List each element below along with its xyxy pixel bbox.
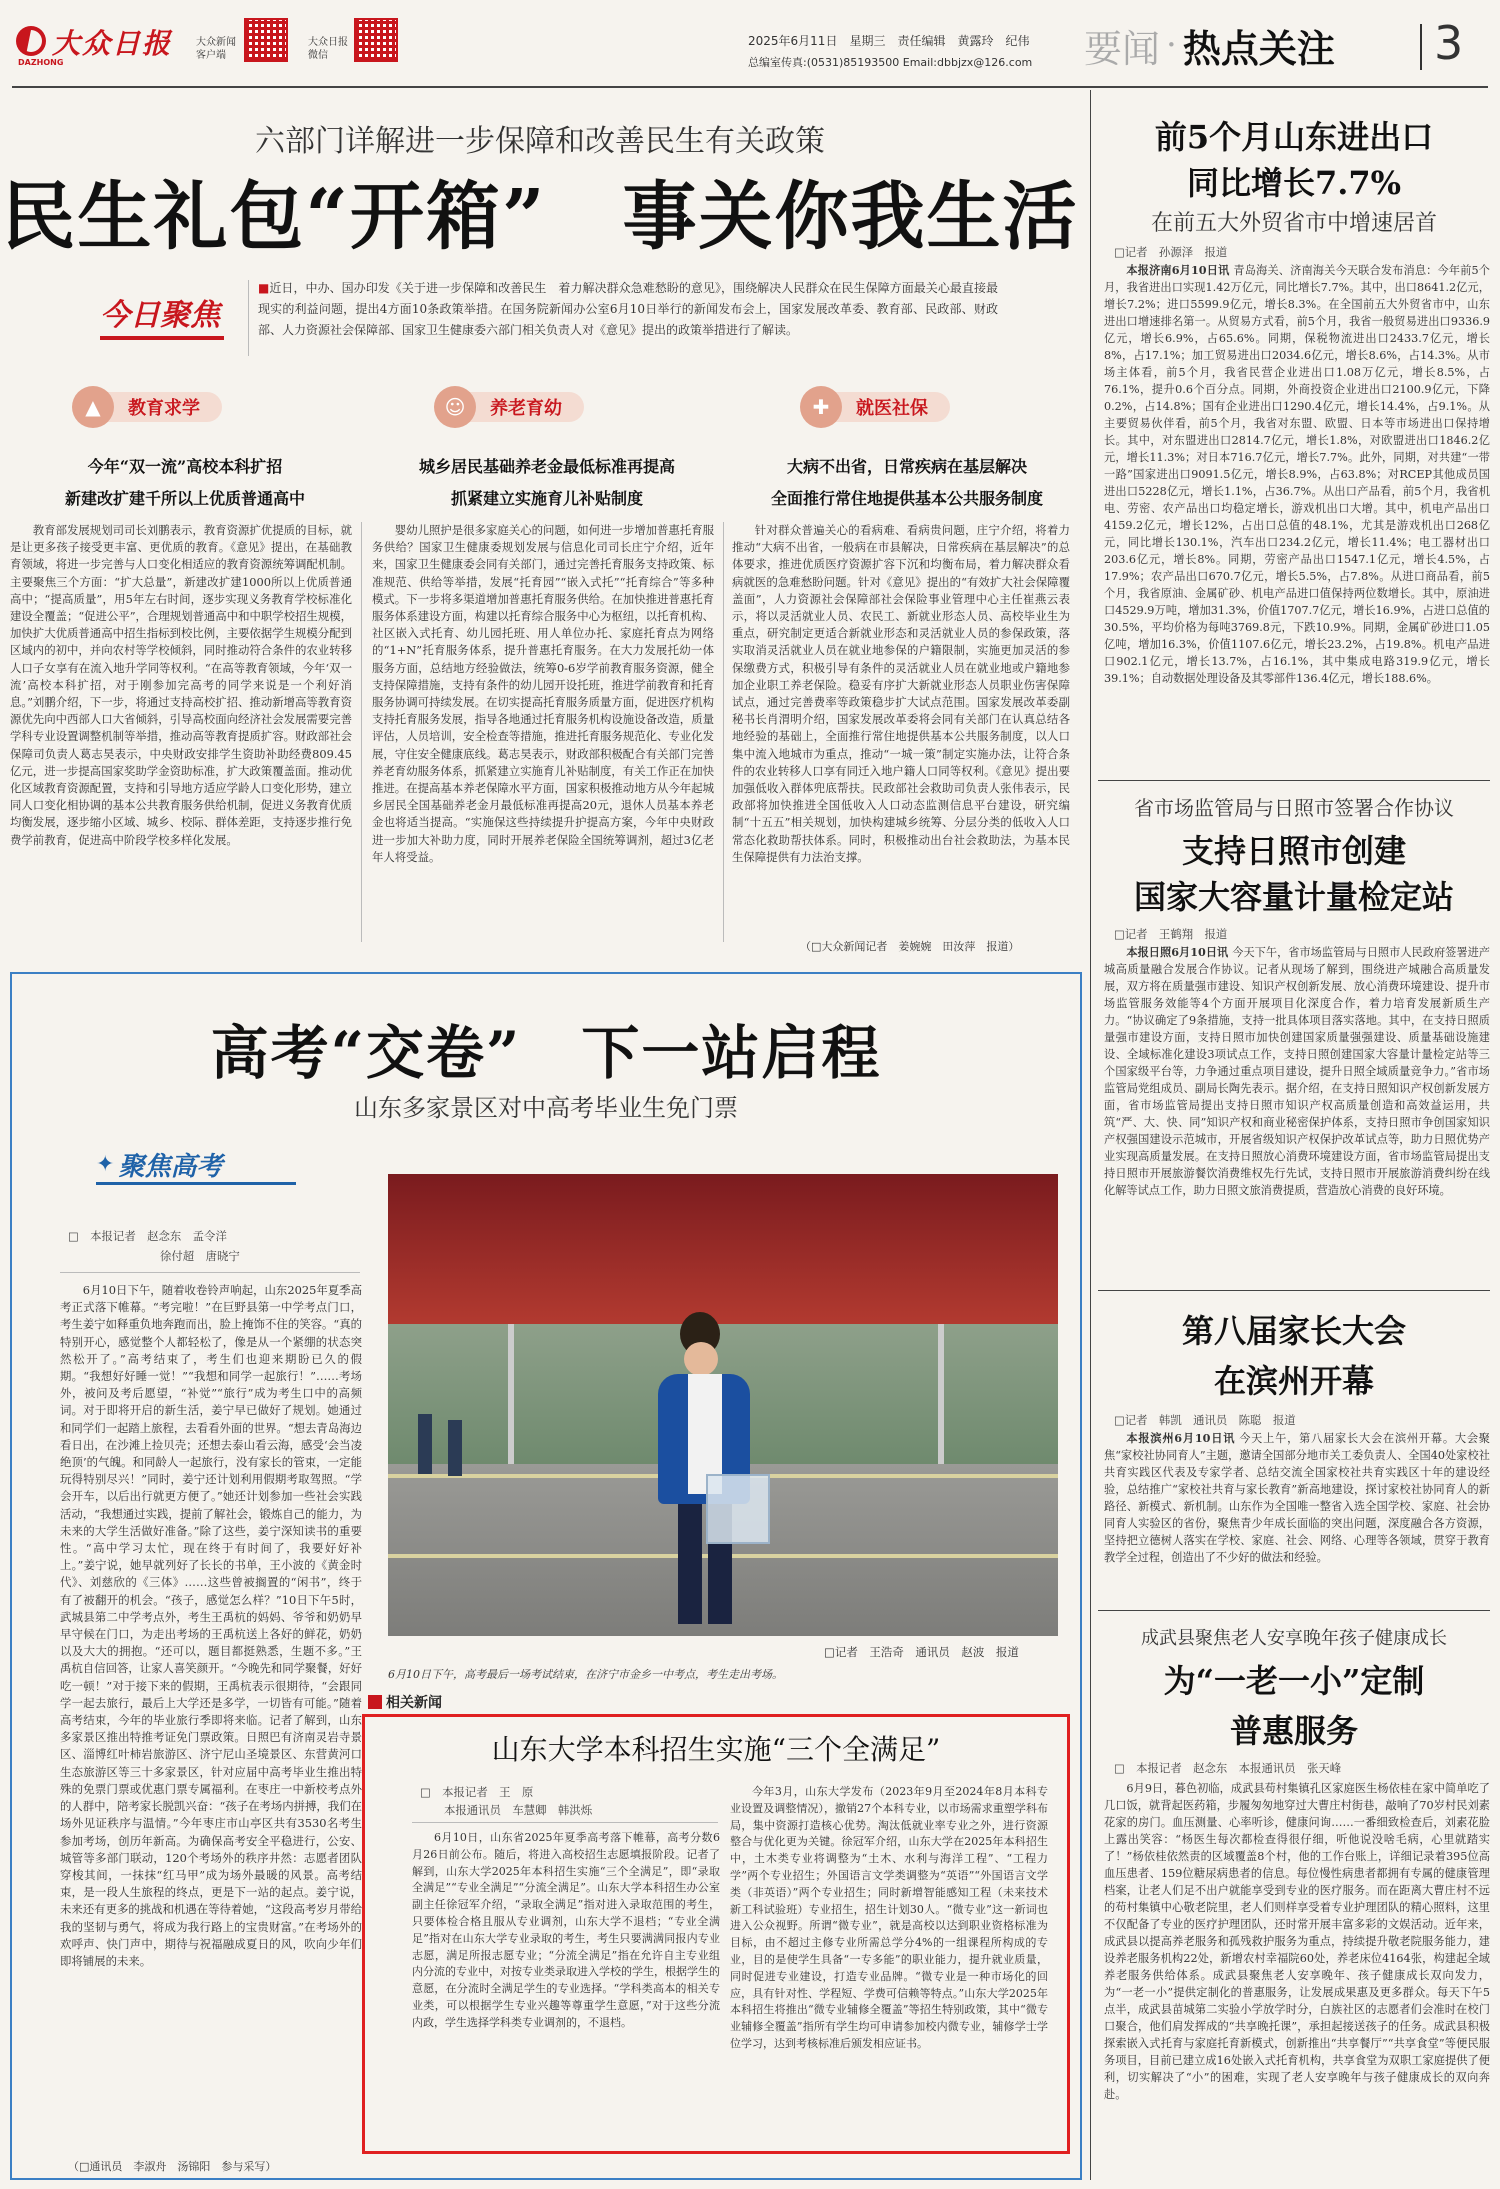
sidebar3-headline-2: 在滨州开幕 bbox=[1213, 1362, 1374, 1400]
masthead bbox=[0, 0, 1500, 84]
sidebar4-headline-1: 为“一老一小”定制 bbox=[1163, 1662, 1425, 1700]
related-body-2: 今年3月，山东大学发布（2023年9月至2024年8月本科专业设置及调整情况），撤销27个本科专业，以市场需求重塑学科布局，集中资源打造核心优势。淘汰低就业率专业之外，进行资源整合与优化更为关键。徐冠军介绍，山东大学在2025年本科招生中，土木类专业将调整为“土木、水利与海洋工程”、“工程力学”两个专业招生；外国语言文学类调整为“英语”“外国语言文学类（非英语）”两个专业招生；同时新增智能感知工程（未来技术新工科试验班）专业招生，招生计划30人。“微专业”这一新词也进入公众视野。所谓“微专业”，就是高校以达到职业资格标准为目标，由不超过主修专业所需总学分4%的一组课程所构成的专业，目的是使学生具备“一专多能”的职业能力，提升就业质量，同时促进专业建设，打造专业品牌。“微专业是一种市场化的回应，具有针对性、学程短、学费可信赖等特点。”山东大学2025年本科招生将推出“微专业辅修全覆盖”等招生特别政策，其中“微专业辅修全覆盖”指所有学生均可申请参加校内微专业，辅修学士学位学习，达到考核标准后颁发相应证书。 bbox=[730, 1785, 1048, 2050]
col-divider bbox=[723, 522, 724, 942]
hospital-icon: ✚ bbox=[800, 386, 842, 428]
sidebar1-headline-2: 同比增长7.7% bbox=[1186, 164, 1402, 202]
gaokao-headline: 高考“交卷” 下一站启程 bbox=[210, 1019, 882, 1087]
logo-en: DAZHONG bbox=[18, 58, 64, 67]
sidebar3-byline: □记者 韩凯 通讯员 陈聪 报道 bbox=[1114, 1413, 1296, 1427]
section-dot: · bbox=[1166, 25, 1177, 65]
gaokao-byline-1: □ 本报记者 赵念东 孟令洋 bbox=[68, 1229, 227, 1243]
qr-code-icon[interactable] bbox=[354, 18, 398, 62]
sidebar2-dateline: 本报日照6月10日讯 bbox=[1126, 945, 1229, 959]
sidebar-divider bbox=[1098, 1610, 1490, 1611]
gaokao-credit: （□通讯员 李淑舟 汤锦阳 参与采写） bbox=[68, 2160, 277, 2173]
col3-subtitle: 全面推行常住地提供基本公共服务制度 bbox=[770, 489, 1043, 508]
contact-line: 总编室传真:(0531)85193500 Email:dbbjzx@126.com bbox=[748, 56, 1033, 69]
photo-credit: □记者 王浩奇 通讯员 赵波 报道 bbox=[824, 1645, 1019, 1659]
sidebar4-byline: □ 本报记者 赵念东 本报通讯员 张天峰 bbox=[1114, 1761, 1342, 1775]
intro-bullet-icon: ■ bbox=[258, 281, 270, 295]
photo-caption: 6月10日下午，高考最后一场考试结束，在济宁市金乡一中考点，考生走出考场。 bbox=[388, 1668, 783, 1681]
sidebar2-headline-2: 国家大容量计量检定站 bbox=[1133, 878, 1454, 916]
lead-headline: 民生礼包“开箱” 事关你我生活 bbox=[1, 174, 1079, 260]
qr1-label-1: 大众新闻 bbox=[196, 37, 236, 48]
category-elderly-childcare: ☺ 养老育幼 bbox=[434, 390, 584, 424]
related-news-tag: 相关新闻 bbox=[368, 1692, 442, 1712]
today-focus-divider bbox=[248, 280, 249, 356]
today-focus-label: 今日聚焦 bbox=[100, 298, 220, 333]
col1-subtitle: 新建改扩建千所以上优质普通高中 bbox=[64, 489, 305, 508]
col3-title: 大病不出省，日常疾病在基层解决 bbox=[786, 457, 1027, 476]
logo-text: 大众日报 bbox=[52, 27, 173, 60]
col1-title: 今年“双一流”高校本科扩招 bbox=[87, 457, 283, 476]
col-divider bbox=[361, 522, 362, 942]
sidebar2-headline-1: 支持日照市创建 bbox=[1181, 832, 1406, 870]
sidebar2-body: 本报日照6月10日讯 今天下午，省市场监管局与日照市人民政府签署进产城高质量融合发展合作协议。记者从现场了解到，围绕进产城融合高质量发展，双方将在质量强市建设、知识产权创新发展、放心消费环境建设、提升市场监管服务效能等4个方面开展项目化深度合作，着力培育发展新质生产力。“协议确定了9条措施，支持一批具体项目落实落地。其中，在支持日照质量强市建设方面，支持日照市加快创建国家质量强强建设、质量基础设施建设、全域标准化建设3项试点工作，支持日照创建国家大容量计量检定站等三个国家级平台等，力争通过重点项目建设，提升日照全域质量竞争力。”省市场监管局党组成员、副局长陶先表示。据介绍，在支持日照知识产权创新发展方面，省市场监管局提出支持日照市知识产权高质量创造和高效益运用，共筑“严、大、快、同”知识产权和商业秘密保护体系，支持日照市争创国家知识产权强国建设示范城市，开展省级知识产权保护改革试点等，助力日照优势产业实现高质量发展。在支持日照放心消费环境建设方面，省市场监管局提出支持日照市开展旅游餐饮消费维权先行先试，支持日照市开展旅游消费纠纷在线化解等试点工作，助力日照文旅消费提质，营造放心消费的良好环境。 bbox=[1104, 945, 1490, 1197]
gaokao-tag: ✦ 聚焦高考 bbox=[96, 1152, 223, 1182]
col2-body: 婴幼儿照护是很多家庭关心的问题，如何进一步增加普惠托育服务供给？国家卫生健康委规划发展与信息化司司长庄宁介绍，近年来，国家卫生健康委会同有关部门，通过完善托育服务支持政策、标准规范、供给等举措，发展“托育园”“嵌入式托”“托育综合”等多种模式。下一步将多渠道增加普惠托育服务供给。在加快推进普惠托育服务体系建设方面，构建以托育综合服务中心为枢纽，以托育机构、社区嵌入式托育、幼儿园托班、用人单位办托、家庭托育点为网络的“1+N”托育服务体系，提升普惠托育服务。在大力发展托幼一体服务方面，总结地方经验做法，统筹0-6岁学前教育服务资源，健全支持保障措施，支持有条件的幼儿园开设托班，推进学前教育和托育服务协调可持续发展。在切实提高托育服务质量方面，促进医疗机构支持托育服务发展，指导各地通过托育服务机构设施设备改造，质量评估，人员培训，安全检查等措施，推进托育服务规范化、专业化发展，守住安全健康底线。葛志昊表示，财政部积极配合有关部门完善养老育幼服务体系，抓紧建立实施育儿补贴制度，有关工作正在加快推进。在提高基本养老保障水平方面，国家积极推动地方从今年起城乡居民全国基础养老金月最低标准再提高20元，退休人员基本养老金也将适当提高。“实施保这些持续提升护提高方案，今年中央财政进一步加大补助力度，同时开展养老保险全国统筹调剂，超过3亿老年人将受益。 bbox=[372, 523, 714, 864]
category-education: ▲ 教育求学 bbox=[72, 390, 222, 424]
sidebar1-subhead: 在前五大外贸省市中增速居首 bbox=[1150, 211, 1437, 236]
qr2-label-2: 微信 bbox=[308, 50, 328, 61]
main-sidebar-divider bbox=[1090, 90, 1091, 2180]
sidebar-divider bbox=[1098, 780, 1490, 781]
sidebar4-headline-2: 普惠服务 bbox=[1229, 1712, 1358, 1750]
sidebar1-byline: □记者 孙源泽 报道 bbox=[1114, 245, 1228, 259]
lead-kicker: 六部门详解进一步保障和改善民生有关政策 bbox=[255, 124, 825, 159]
logo bbox=[16, 22, 186, 68]
page-number: 3 bbox=[1434, 16, 1464, 70]
gaokao-subhead: 山东多家景区对中高考毕业生免门票 bbox=[354, 1094, 738, 1122]
today-focus-tag bbox=[100, 290, 224, 340]
sidebar3-body: 本报滨州6月10日讯 今天上午，第八届家长大会在滨州开幕。大会聚焦“家校社协同育人”主题，邀请全国部分地市关工委负责人、全国40处家校社共育实践区代表及专家学者、总结交流全国家校社共育实践区十年的建设经验，总结推广“家校社共育与家长教育”新高地建设，探讨家校社协同育人的新路径、新模式、新机制。山东作为全国唯一整省入选全国学校、家庭、社会协同育人实验区的省份，聚焦青少年成长面临的突出问题，深度融合各方资源，坚持把立德树人落实在学校、家庭、社会、网络、心理等各领域，贯穿于教育教学全过程，创造出了不少好的做法和经验。 bbox=[1104, 1431, 1490, 1564]
sidebar4-kicker: 成武县聚焦老人安享晚年孩子健康成长 bbox=[1141, 1628, 1447, 1649]
qr-code-icon[interactable] bbox=[244, 18, 288, 62]
sidebar1-body: 本报济南6月10日讯 青岛海关、济南海关今天联合发布消息：今年前5个月，我省进出口实现1.42万亿元，同比增长7.7%。其中，出口8641.2亿元，增长7.2%；进口5599.9亿元，增长8.3%。在全国前五大外贸省市中，山东进出口增速排名第一。从贸易方式看，前5个月，我省一般贸易进出口9336.9亿元，增长6.9%，占65.6%。同期，保税物流进出口2433.7亿元，增长8%，占17.1%；加工贸易进出口2034.6亿元，增长8.6%，占14.3%。从市场主体看，前5个月，我省民营企业进出口1.08万亿元，增长8.5%，占76.1%，提升0.6个百分点。同期，外商投资企业进出口2100.9亿元，下降0.2%，占14.8%；国有企业进出口1290.4亿元，增长14.4%，占9.1%。从主要贸易伙伴看，前5个月，我省对东盟、欧盟、日本等市场进出口保持增长。其中，对东盟进出口2814.7亿元，增长1.8%，对欧盟进出口1846.2亿元，增长11.3%；对日本716.7亿元，增长7.7%。此外，同期，对共建“一带一路”国家进出口9091.5亿元，增长8.9%，占63.8%；对RCEP其他成员国进出口5228亿元，增长1.1%，占36.7%。从出口产品看，前5个月，我省机电、劳密、农产品出口均稳定增长，游戏机出口大增。其中，机电产品出口4159.2亿元，增长12%，占出口总值的48.1%，尤其是游戏机出口268亿元，同比增长130.1%，汽车出口234.2亿元，增长11.4%；电工器材出口203.6亿元，增长8%。同期，劳密产品出口1547.1亿元，增长4.5%，占17.9%；农产品出口670.7亿元，增长5.5%，占7.8%。从进口商品看，前5个月，我省原油、金属矿砂、机电产品进口值保持两位数增长。其中，原油进口4529.9万吨，增加31.3%，价值1707.7亿元，增长16.9%，占进口总值的30.5%，平均价格为每吨3769.8元，下跌10.9%。同期，金属矿砂进口1.05亿吨，增加16.3%，价值1107.6亿元，增长23.2%，占19.8%。机电产品进口902.1亿元，增长13.7%，占16.1%，其中集成电路319.9亿元，增长39.1%；自动数据处理设备及其零部件136.4亿元，增长188.6%。 bbox=[1104, 263, 1490, 685]
sidebar3-dateline: 本报滨州6月10日讯 bbox=[1126, 1431, 1236, 1445]
graduation-cap-icon: ▲ bbox=[72, 386, 114, 428]
section-label: 要闻 bbox=[1084, 26, 1161, 71]
col2-subtitle: 抓紧建立实施育儿补贴制度 bbox=[450, 489, 643, 508]
graduation-cap-icon: ✦ bbox=[96, 1152, 115, 1177]
sidebar-divider bbox=[1098, 1290, 1490, 1291]
qr1-label-2: 客户端 bbox=[196, 50, 226, 61]
square-bullet-icon bbox=[368, 1695, 382, 1709]
sidebar1-dateline: 本报济南6月10日讯 bbox=[1126, 263, 1230, 277]
related-headline: 山东大学本科招生实施“三个全满足” bbox=[491, 1733, 941, 1766]
category-medical: ✚ 就医社保 bbox=[800, 390, 950, 424]
gaokao-photo bbox=[388, 1174, 1058, 1636]
related-byline-2: 本报通讯员 车慧卿 韩洪烁 bbox=[444, 1803, 593, 1817]
sidebar3-headline-1: 第八届家长大会 bbox=[1181, 1312, 1406, 1350]
lead-story bbox=[0, 90, 1080, 960]
date-line: 2025年6月11日 星期三 责任编辑 黄露玲 纪伟 bbox=[748, 34, 1030, 48]
sidebar1-headline-1: 前5个月山东进出口 bbox=[1154, 118, 1434, 156]
family-icon: ☺ bbox=[434, 386, 476, 428]
sidebar2-kicker: 省市场监管局与日照市签署合作协议 bbox=[1134, 796, 1454, 820]
sidebar4-body: 6月9日，暮色初临，成武县苟村集镇孔区家庭医生杨依桂在家中简单吃了几口饭，就背起医药箱，步履匆匆地穿过大曹庄村街巷，敲响了70岁村民刘素花家的房门。血压测量、心率听诊，健康问询……一番细致检查后，刘素花脸上露出笑容：“杨医生每次都检查得很仔细，听他说没啥毛病，心里就踏实了！”杨依桂依然责的区域覆盖8个村，他的工作台账上，详细记录着395位高血压患者、159位糖尿病患者的信息。每位慢性病患者都拥有专属的健康管理档案，让老人们足不出户就能享受到专业的医疗服务。而在距离大曹庄村不远的苟村集镇中心敬老院里，老人们则样享受着专业护理团队的精心照料，这里不仅配备了专业的医疗护理团队，还时常开展丰富多彩的文娱活动。近年来，成武县以提高养老服务和孤残救护服务为重点，持续提升敬老院服务能力，建设养老服务机构22处，新增农村幸福院60处，养老床位4164张，构建起全域养老服务供给体系。成武县聚焦老人安享晚年、孩子健康成长双向发力，为“一老一小”提供定制化的普惠服务，让发展成果惠及更多群众。每天下午5点半，成武县苗城第二实验小学放学时分，白族社区的志愿者们会准时在校门口聚合，他们肩发挥成的“共享晚托课”，承担起接送孩子的任务。成武县积极探索嵌入式托育与家庭托育新模式，创新推出“共享餐厅”“共享食堂”等便民服务项目，目前已建立成16处嵌入式托育机构，共享食堂为双职工家庭提供了便利，切实解决了“小”的困难，实现了老人安享晚年与孩子健康成长的双向奔赴。 bbox=[1104, 1782, 1490, 2101]
col2-title: 城乡居民基础养老金最低标准再提高 bbox=[418, 457, 675, 476]
col1-body: 教育部发展规划司司长刘鹏表示，教育资源扩优提质的目标，就是让更多孩子接受更丰富、更优质的教育。《意见》提出，在基础教育领域，将进一步完善与人口变化相适应的教育资源统筹调配机制。主要聚焦三个方面：“扩大总量”，新建改扩建1000所以上优质普通高中；“提高质量”，用5年左右时间，逐步实现义务教育学校标准化建设全覆盖；“促进公平”，合理规划普通高中和中职学校招生规模，加快扩大优质普通高中招生指标到校比例，主要依据学生规模分配到区域内的初中，并向农村等学校倾斜，同时推动符合条件的农业转移人口子女享有在流入地升学同等权利。“在高等教育领域，今年‘双一流’高校本科扩招，对于刚参加完高考的同学来说是一个利好消息。”刘鹏介绍，下一步，将通过支持高校扩招、推动新增高等教育资源优先向中西部人口大省倾斜，引导高校面向经济社会发展需要完善学科专业设置调整机制等举措，推动高等教育提质扩容。财政部社会保障司负责人葛志昊表示，中央财政安排学生资助补助经费809.45亿元，进一步提高国家奖助学金资助标准，扩大政策覆盖面。推动优化区域教育资源配置，支持和引导地方适应学龄人口变化形势，建立同人口变化相协调的基本公共教育服务供给机制，促进义务教育优质均衡发展，逐步缩小区域、城乡、校际、群体差距，支持逐步推行免费学前教育，促进高中阶段学校多样化发展。 bbox=[10, 523, 352, 847]
related-body-1: 6月10日，山东省2025年夏季高考落下帷幕，高考分数6月26日前公布。随后，将进入高校招生志愿填报阶段。记者了解到，山东大学2025年本科招生实施“三个全满足”，即“录取全满足”“专业全满足”“分流全满足”。山东大学本科招生办公室副主任徐冠军介绍，“录取全满足”指对进入录取范围的考生，只要体检合格且服从专业调剂，山东大学不退档；“专业全满足”指对在山东大学专业录取的考生，考生只要满满同报内专业志愿，满足所报志愿专业；“分流全满足”指在允许自主专业组内分流的专业中，对按专业类录取进入学校的学生，根据学生的意愿，在分流时全满足学生的专业选择。“学科类高本的相关专业类，可以根据学生专业兴趣等尊重学生意愿，”对于这些分流内政，学生选择学科类专业调剂的，不退档。 bbox=[412, 1831, 720, 2029]
col3-credit: （□大众新闻记者 姜婉婉 田汝萍 报道） bbox=[800, 940, 1020, 953]
sidebar2-byline: □记者 王鹤翔 报道 bbox=[1114, 927, 1228, 941]
related-byline-1: □ 本报记者 王 原 bbox=[420, 1785, 534, 1799]
section-title: 热点关注 bbox=[1182, 26, 1335, 71]
col3-body: 针对群众普遍关心的看病难、看病贵问题，庄宁介绍，将着力推动“大病不出省，一般病在市县解决，日常疾病在基层解决”的总体要求，推进优质医疗资源扩容下沉和均衡布局，着力解决群众看病就医的急难愁盼问题。针对《意见》提出的“有效扩大社会保障覆盖面”，人力资源社会保障部社会保险事业管理中心主任崔燕云表示，将以灵活就业人员、农民工、新就业形态人员、高校毕业生为重点，研究制定更适合新就业形态和灵活就业人员的参保政策，落实取消灵活就业人员在就业地参保的户籍限制，实施更加灵活的参保缴费方式，积极引导有条件的灵活就业人员在就业地或户籍地参加企业职工养老保险。稳妥有序扩大新就业形态人员职业伤害保障试点，通过完善费率等政策稳步扩大试点范围。国家发展改革委副秘书长肖渭明介绍，国家发展改革委将会同有关部门在认真总结各地经验的基础上，全面推行常住地提供基本公共服务制度，以人口集中流入地城市为重点，推动“一城一策”制定实施办法，让符合条件的农业转移人口享有同迁入地户籍人口同等权利。《意见》提出要加强低收入群体兜底帮扶。民政部社会救助司负责人张伟表示，民政部将加快推进全国低收入人口动态监测信息平台建设，研究编制“十五五”相关规划，加快构建城乡统筹、分层分类的低收入人口常态化救助帮扶体系。同时，积极推动出台社会救助法，为基本民生保障提供有力法治支撑。 bbox=[732, 523, 1070, 864]
gaokao-byline-2: 徐付超 唐晓宁 bbox=[160, 1249, 240, 1263]
qr2-label-1: 大众日报 bbox=[308, 37, 348, 48]
lead-intro: ■近日，中办、国办印发《关于进一步保障和改善民生 着力解决群众急难愁盼的意见》，围绕解决人民群众在民生保障方面最关心最直接最现实的利益问题，提出4方面10条政策举措。在国务院新闻办公室6月10日举行的新闻发布会上，国家发展改革委、教育部、民政部、财政部、人力资源社会保障部、国家卫生健康委六部门相关负责人对《意见》提出的政策举措进行了解读。 bbox=[258, 281, 998, 337]
masthead-rule bbox=[12, 86, 1488, 88]
gaokao-body: 6月10日下午，随着收卷铃声响起，山东2025年夏季高考正式落下帷幕。“考完啦！”在巨野县第一中学考点门口，考生姜宁如释重负地奔跑而出，脸上掩饰不住的笑容。“真的特别开心，感觉整个人都轻松了，像是从一个紧绷的状态突然松开了。”高考结束了，考生们也迎来期盼已久的假期。“我想好好睡一觉！”“我想和同学一起旅行！”……考场外，被问及考后愿望，“补觉”“旅行”成为考生口中的高频词。对于即将开启的新生活，姜宁早已做好了规划。她通过和同学们一起踏上旅程，去看看外面的世界。“想去青岛海边看日出，在沙滩上捡贝壳；还想去泰山看云海，感受‘会当凌绝顶’的气魄。和同龄人一起旅行，没有家长的管束，一定能玩得特别尽兴！”同时，姜宁还计划利用假期考取驾照。“学会开车，以后出行就更方便了。”她还计划参加一些社会实践活动，“我想通过实践，提前了解社会，锻炼自己的能力，为未来的大学生活做好准备。”除了这些，姜宁深知读书的重要性。“高中学习太忙，现在终于有时间了，我要好好补上。”姜宁说，她早就列好了长长的书单，王小波的《黄金时代》、刘慈欣的《三体》……这些曾被搁置的“闲书”，终于有了被翻开的机会。“孩子，感觉怎么样？”10日下午5时，武城县第二中学考点外，考生王禹杭的妈妈、爷爷和奶奶早早守候在门口，为走出考场的王禹杭送上各好的鲜花，奶奶以及大大的拥抱。“还可以，题目都挺熟悉，生题不多。”王禹杭自信回答，让家人喜笑颜开。“今晚先和同学聚餐，好好吃一顿！”对于接下来的假期，王禹杭表示很期待，“会跟同学一起去旅行，最后上大学还是多学，一切皆有可能。”随着高考结束，今年的毕业旅行季即将来临。记者了解到，山东多家景区推出特推考证免门票政策。日照巴有济南灵岩寺景区、淄博红叶柿岩旅游区、济宁尼山圣境景区、东营黄河口生态旅游区等三十多家景区，针对应届中高考毕业生推出特殊的免票门票或优惠门票专属福利。在枣庄一中新校考点外的人群中，陪考家长脱凯兴奋：“孩子在考场内拼搏，我们在场外见证秩序与温情。”今年枣庄市山亭区共有3530名考生参加考场，创历年新高。为确保高考安全平稳进行，公安、城管等多部门联动，120个考场外的秩序井然：志愿者团队穿梭其间，一抹抹“红马甲”成为场外最暖的风景。高考结束，是一段人生旅程的终点，更是下一站的起点。姜宁说，未来还有更多的挑战和机遇在等待着她，“这段高考岁月带给我的坚韧与勇气，将成为我行路上的宝贵财富。”在考场外的欢呼声、快门声中，期待与祝福融成夏日的风，吹向少年们即将铺展的未来。 bbox=[60, 1283, 362, 1968]
